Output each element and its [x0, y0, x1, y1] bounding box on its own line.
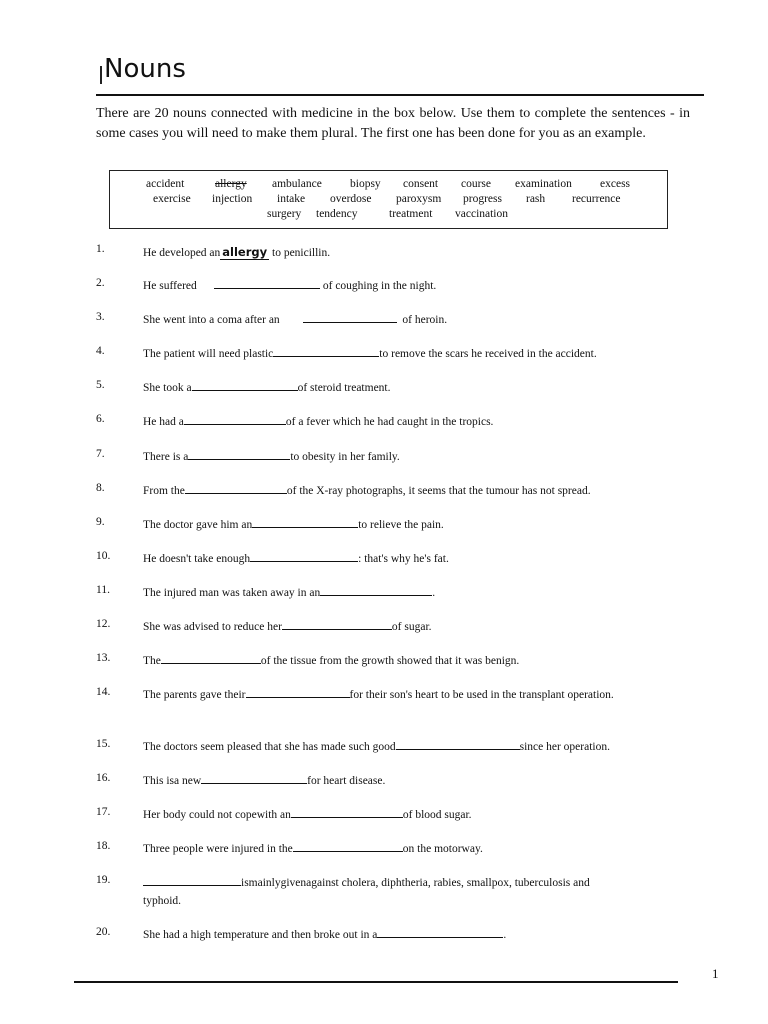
- word-box-word: paroxysm: [396, 193, 442, 205]
- word-box-word: recurrence: [572, 193, 621, 205]
- sentence-text: He suffered: [143, 280, 197, 292]
- example-answer: allergy: [222, 245, 268, 259]
- word-box-word: excess: [600, 178, 631, 190]
- word-box-word: examination: [515, 178, 572, 190]
- word-box-word: vaccination: [455, 208, 509, 220]
- sentence-number: 8.: [96, 482, 105, 494]
- sentence-text: The doctors seem pleased that she has made such good: [143, 741, 396, 753]
- sentence-number: 3.: [96, 311, 105, 323]
- answer-blank[interactable]: [188, 448, 290, 460]
- sentence-text: She was advised to reduce her: [143, 621, 282, 633]
- word-box-word: tendency: [316, 208, 358, 220]
- answer-blank[interactable]: [303, 311, 397, 323]
- word-box-word: progress: [463, 193, 502, 205]
- sentence-number: 2.: [96, 277, 105, 289]
- sentence-text: He developed an: [143, 247, 221, 259]
- sentence-text: of steroid treatment.: [297, 382, 391, 394]
- sentence-number: 10.: [96, 550, 111, 562]
- word-box-word: course: [461, 178, 492, 190]
- sentence-text: .: [432, 587, 436, 599]
- answer-blank[interactable]: [161, 652, 261, 664]
- sentence-text: ismainlygivenagainst cholera, diphtheria, rabies, smallpox, tuberculosis and typhoid.: [143, 877, 590, 907]
- word-box-word: surgery: [267, 208, 302, 220]
- sentence-number: 14.: [96, 686, 111, 698]
- sentence-text: The doctor gave him an: [143, 519, 253, 531]
- word-box-word: accident: [146, 178, 185, 190]
- answer-blank[interactable]: [396, 738, 520, 750]
- sentence-text: of sugar.: [391, 621, 432, 633]
- answer-blank[interactable]: [377, 926, 503, 938]
- sentence-number: 12.: [96, 618, 111, 630]
- answer-blank[interactable]: [291, 806, 403, 818]
- sentence-number: 5.: [96, 379, 105, 391]
- sentence-text: for their son's heart to be used in the transplant operation.: [349, 689, 614, 701]
- title-underline: [96, 58, 704, 96]
- sentence-number: 19.: [96, 874, 111, 886]
- sentence-text: He had a: [143, 416, 184, 428]
- answer-blank[interactable]: [246, 686, 350, 698]
- sentence-text: He doesn't take enough: [143, 553, 251, 565]
- answer-blank[interactable]: [293, 840, 403, 852]
- sentence-text: of the X-ray photographs, it seems that the tumour has not spread.: [286, 485, 591, 497]
- sentence-text: .: [503, 929, 507, 941]
- word-box-word: rash: [526, 193, 546, 205]
- word-box-word-struck: allergy: [215, 178, 247, 190]
- sentence-number: 20.: [96, 926, 111, 938]
- sentence-number: 16.: [96, 772, 111, 784]
- sentence-text: The: [143, 655, 161, 667]
- sentence-text: : that's why he's fat.: [358, 553, 449, 565]
- word-box-word: treatment: [389, 208, 433, 220]
- sentence-text: From the: [143, 485, 185, 497]
- sentence-text: of heroin.: [402, 314, 448, 326]
- sentence-text: Three people were injured in the: [143, 843, 293, 855]
- sentence-text: Her body could not copewith an: [143, 809, 291, 821]
- word-box-word: injection: [212, 193, 253, 205]
- answer-blank[interactable]: [185, 482, 287, 494]
- sentence-number: 6.: [96, 413, 105, 425]
- answer-blank[interactable]: [320, 584, 432, 596]
- sentence-text: to penicillin.: [272, 247, 331, 259]
- instructions: There are 20 nouns connected with medicine in the box below. Use them to complete the sentences - in some cases you will need to make them plural. The first one has been done for you as an example.: [96, 106, 690, 141]
- answer-blank[interactable]: [250, 550, 358, 562]
- sentence-text: to relieve the pain.: [358, 519, 444, 531]
- word-box: [109, 170, 668, 229]
- answer-blank[interactable]: [201, 772, 307, 784]
- sentence-text: of coughing in the night.: [322, 280, 437, 292]
- sentence-number: 11.: [96, 584, 110, 596]
- sentence-number: 18.: [96, 840, 111, 852]
- sentence-text: She went into a coma after an: [143, 314, 280, 326]
- text-cursor-mark: [100, 66, 102, 84]
- footer-rule: [74, 981, 678, 983]
- sentence-text: There is a: [143, 451, 189, 463]
- answer-blank[interactable]: [252, 516, 358, 528]
- page-number: 1: [712, 966, 719, 981]
- answer-blank[interactable]: [192, 379, 298, 391]
- sentence-number: 7.: [96, 448, 105, 460]
- sentence-number: 1.: [96, 243, 105, 255]
- sentence-text: She had a high temperature and then broke out in a: [143, 929, 378, 941]
- sentence-number: 17.: [96, 806, 111, 818]
- page-title: Nouns: [104, 54, 186, 84]
- answer-blank[interactable]: [282, 618, 392, 630]
- word-box-word: ambulance: [272, 178, 322, 190]
- answer-blank[interactable]: [214, 277, 320, 289]
- word-box-word: overdose: [330, 193, 372, 205]
- sentence-text: The injured man was taken away in an: [143, 587, 321, 599]
- sentence-text: of blood sugar.: [402, 809, 472, 821]
- sentence-text: since her operation.: [519, 741, 610, 753]
- sentence-text: of a fever which he had caught in the tropics.: [285, 416, 494, 428]
- word-box-word: biopsy: [350, 178, 381, 190]
- word-box-word: consent: [403, 178, 439, 190]
- word-box-word: intake: [277, 193, 306, 205]
- answer-blank[interactable]: [184, 413, 286, 425]
- answer-blank[interactable]: [273, 345, 379, 357]
- word-box-word: exercise: [153, 193, 191, 205]
- sentence-text: The patient will need plastic: [143, 348, 274, 360]
- sentence-text: on the motorway.: [402, 843, 483, 855]
- sentence-text: This isa new: [143, 775, 202, 787]
- sentence-text: to obesity in her family.: [290, 451, 400, 463]
- sentence-text: of the tissue from the growth showed that it was benign.: [260, 655, 520, 667]
- sentence-text: to remove the scars he received in the accident.: [379, 348, 597, 360]
- sentence-number: 15.: [96, 738, 111, 750]
- sentence-text: She took a: [143, 382, 192, 394]
- sentence-number: 13.: [96, 652, 111, 664]
- sentence-number: 4.: [96, 345, 105, 357]
- sentence-text: The parents gave their: [143, 689, 246, 701]
- sentence-text: for heart disease.: [307, 775, 386, 787]
- sentence-number: 9.: [96, 516, 105, 528]
- answer-blank[interactable]: [143, 874, 241, 886]
